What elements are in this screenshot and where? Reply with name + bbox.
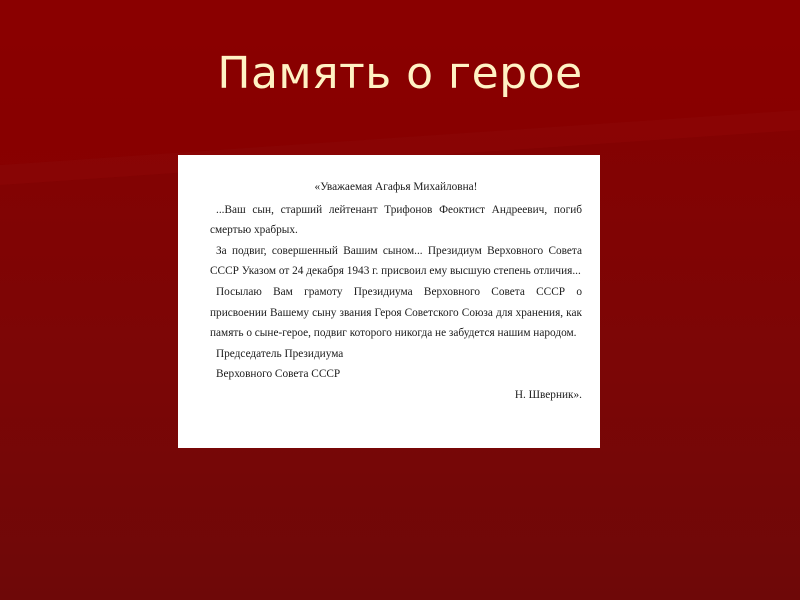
signer-name: Н. Шверник». (514, 388, 582, 401)
letter-document (178, 155, 600, 448)
letter-paragraph: Посылаю Вам грамоту Президиума Верховного Совета СССР о присвоении Вашему сыну звания Героя Советского Союза для хранения, как память о сыне-герое, подвиг которого никогда не забудется нашим народом. (210, 285, 582, 340)
signature-title-line2: Верховного Совета СССР (216, 368, 341, 381)
letter-greeting: «Уважаемая Агафья Михайловна! (314, 181, 478, 193)
letter-paragraph: ...Ваш сын, старший лейтенант Трифонов Феоктист Андреевич, погиб смертью храбрых. (210, 203, 582, 237)
letter-paragraph: За подвиг, совершенный Вашим сыном... Президиум Верховного Совета СССР Указом от 24 декабря 1943 г. присвоил ему высшую степень отличия... (210, 244, 582, 278)
slide-title: Память о герое (217, 48, 583, 99)
signature-title-line1: Председатель Президиума (216, 347, 344, 360)
